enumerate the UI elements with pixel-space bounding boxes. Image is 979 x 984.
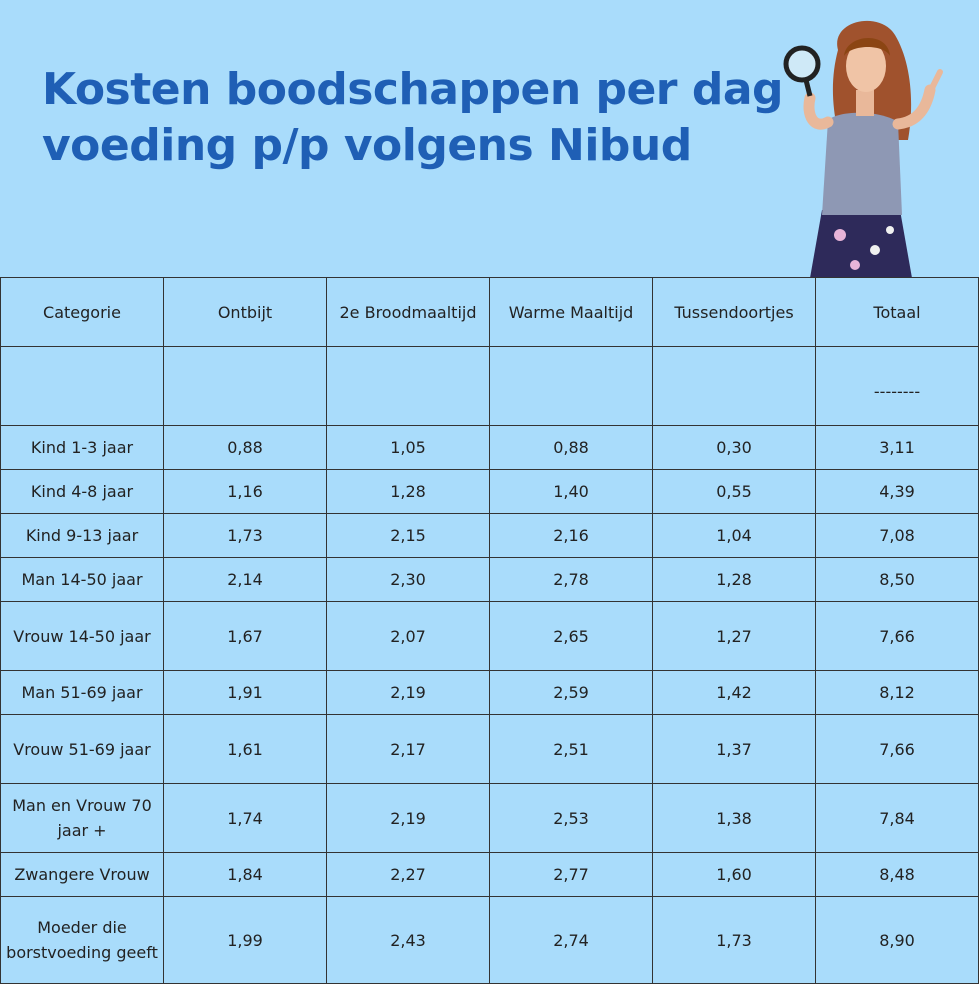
table-cell: 2,19: [327, 671, 490, 715]
table-cell: 0,30: [653, 426, 816, 470]
table-row: [1, 470, 979, 514]
table-cell: 1,40: [490, 470, 653, 514]
table-cell: Zwangere Vrouw: [1, 853, 164, 897]
table-cell: 1,67: [164, 602, 327, 671]
table-row: [1, 715, 979, 784]
title-line-1: Kosten boodschappen per dag: [42, 64, 784, 115]
table-cell: 2,59: [490, 671, 653, 715]
table-cell: 2,51: [490, 715, 653, 784]
table-cell: [653, 347, 816, 426]
table-cell: 2,14: [164, 558, 327, 602]
table-cell: 2,19: [327, 784, 490, 853]
table-cell: 1,91: [164, 671, 327, 715]
table-cell: [327, 347, 490, 426]
table-cell: 7,66: [816, 602, 979, 671]
table-cell: 2,16: [490, 514, 653, 558]
title-line-2: voeding p/p volgens Nibud: [42, 120, 692, 171]
header-cell: Tussendoortjes: [653, 278, 816, 347]
table-cell: 1,37: [653, 715, 816, 784]
table-cell: 1,28: [653, 558, 816, 602]
table-cell: 2,77: [490, 853, 653, 897]
table-cell: 7,84: [816, 784, 979, 853]
table-cell: Man 51-69 jaar: [1, 671, 164, 715]
table-cell: 2,15: [327, 514, 490, 558]
table-cell: Vrouw 51-69 jaar: [1, 715, 164, 784]
table-cell: 3,11: [816, 426, 979, 470]
table-cell: 1,99: [164, 897, 327, 984]
table-row: [1, 853, 979, 897]
table-cell: [490, 347, 653, 426]
table-cell: 4,39: [816, 470, 979, 514]
table-cell: 2,43: [327, 897, 490, 984]
table-cell: 1,05: [327, 426, 490, 470]
table-cell: 1,74: [164, 784, 327, 853]
header-cell: 2e Broodmaaltijd: [327, 278, 490, 347]
table-cell: 1,04: [653, 514, 816, 558]
table-cell: 7,08: [816, 514, 979, 558]
table-cell: 1,38: [653, 784, 816, 853]
table-cell: 0,88: [490, 426, 653, 470]
table-row: [1, 784, 979, 853]
table-row: [1, 514, 979, 558]
table-cell: 1,42: [653, 671, 816, 715]
table-cell: 2,17: [327, 715, 490, 784]
table-row: [1, 426, 979, 470]
table-cell: Man en Vrouw 70 jaar +: [1, 784, 164, 853]
table-cell: --------: [816, 347, 979, 426]
table-cell: 1,28: [327, 470, 490, 514]
table-header-row: [1, 278, 979, 347]
table-cell: 8,48: [816, 853, 979, 897]
table-cell: Vrouw 14-50 jaar: [1, 602, 164, 671]
table-row: [1, 671, 979, 715]
table-cell: 2,30: [327, 558, 490, 602]
header-cell: Ontbijt: [164, 278, 327, 347]
table-cell: 1,84: [164, 853, 327, 897]
table-cell: Kind 1-3 jaar: [1, 426, 164, 470]
table-cell: Kind 9-13 jaar: [1, 514, 164, 558]
table-cell: 2,74: [490, 897, 653, 984]
table-cell: 1,73: [653, 897, 816, 984]
table-row: [1, 602, 979, 671]
header-cell: Totaal: [816, 278, 979, 347]
table-row: [1, 558, 979, 602]
table-cell: 7,66: [816, 715, 979, 784]
woman-with-magnifying-glass-image: [780, 10, 950, 278]
table-cell: Kind 4-8 jaar: [1, 470, 164, 514]
table-cell: [164, 347, 327, 426]
table-cell: 8,50: [816, 558, 979, 602]
table-cell: 2,07: [327, 602, 490, 671]
table-cell: 1,27: [653, 602, 816, 671]
table-row: [1, 897, 979, 984]
table-cell: Man 14-50 jaar: [1, 558, 164, 602]
table-cell: 1,60: [653, 853, 816, 897]
table-cell: 2,65: [490, 602, 653, 671]
table-cell: 2,78: [490, 558, 653, 602]
table-cell: [1, 347, 164, 426]
table-cell: 1,16: [164, 470, 327, 514]
table-cell: 0,55: [653, 470, 816, 514]
table-cell: 8,90: [816, 897, 979, 984]
table-row: [1, 347, 979, 426]
table-cell: 0,88: [164, 426, 327, 470]
cost-table: [0, 277, 979, 984]
header-cell: Warme Maaltijd: [490, 278, 653, 347]
table-cell: 2,53: [490, 784, 653, 853]
table-cell: 1,73: [164, 514, 327, 558]
page-title: [42, 62, 784, 174]
table-cell: Moeder die borstvoeding geeft: [1, 897, 164, 984]
table-cell: 1,61: [164, 715, 327, 784]
header-cell: Categorie: [1, 278, 164, 347]
table-cell: 8,12: [816, 671, 979, 715]
table-cell: 2,27: [327, 853, 490, 897]
